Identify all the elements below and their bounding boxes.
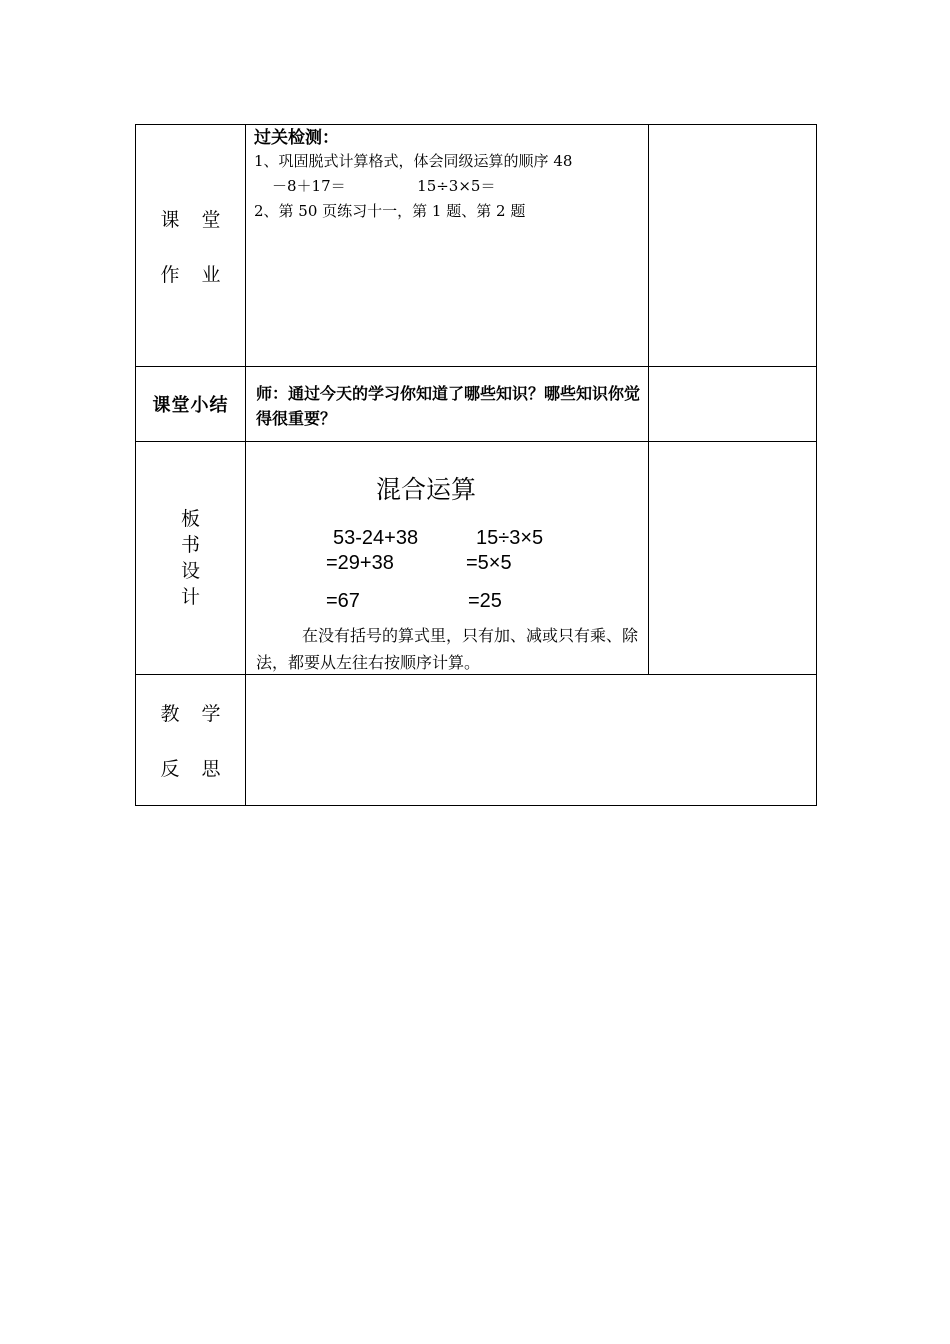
- board-label-char: 板: [180, 508, 200, 530]
- board-label-char: 计: [180, 586, 200, 608]
- summary-row: [136, 367, 817, 442]
- homework-item2: 2、第 50 页练习十一，第 1 题、第 2 题: [254, 202, 526, 220]
- summary-text: 师：通过今天的学习你知道了哪些知识？哪些知识你觉得很重要？: [246, 367, 649, 442]
- lesson-plan-table: [135, 124, 817, 806]
- board-notes-cell: [649, 442, 817, 675]
- equation1-line1: 53-24+38: [333, 527, 419, 549]
- homework-item1-line1: 1、巩固脱式计算格式，体会同级运算的顺序 48: [254, 152, 573, 170]
- homework-row: [136, 125, 817, 367]
- homework-notes-cell: [649, 125, 817, 367]
- board-label-cell: [136, 442, 246, 675]
- equation2-line3: =25: [468, 590, 502, 612]
- homework-label-cell: [136, 125, 246, 367]
- board-label-char: 书: [180, 534, 200, 556]
- summary-notes-cell: [649, 367, 817, 442]
- reflection-row: [136, 675, 817, 806]
- homework-label-line2: 作 业: [160, 263, 229, 286]
- homework-label-line1: 课 堂: [160, 208, 229, 231]
- reflection-label-line2: 反 思: [160, 758, 229, 780]
- equation1-line2: =29+38: [326, 552, 394, 574]
- homework-title: 过关检测：: [254, 128, 339, 148]
- homework-item1-line2: －8＋17＝ 15÷3×5＝: [272, 177, 496, 195]
- board-design-content: [246, 442, 649, 675]
- reflection-label-line1: 教 学: [160, 703, 229, 725]
- equation1-line3: =67: [326, 590, 360, 612]
- reflection-content: [246, 675, 817, 806]
- board-design-row: [136, 442, 817, 675]
- equation2-line2: =5×5: [466, 552, 512, 574]
- equation2-line1: 15÷3×5: [476, 527, 544, 549]
- board-title: 混合运算: [376, 475, 477, 504]
- reflection-label-cell: [136, 675, 246, 806]
- board-label-char: 设: [180, 560, 200, 582]
- board-rule-note: 在没有括号的算式里，只有加、减或只有乘、除法，都要从左往右按顺序计算。: [256, 626, 639, 672]
- homework-content: [246, 125, 649, 367]
- summary-label-cell: [136, 367, 246, 442]
- summary-label: 课堂小结: [152, 395, 229, 416]
